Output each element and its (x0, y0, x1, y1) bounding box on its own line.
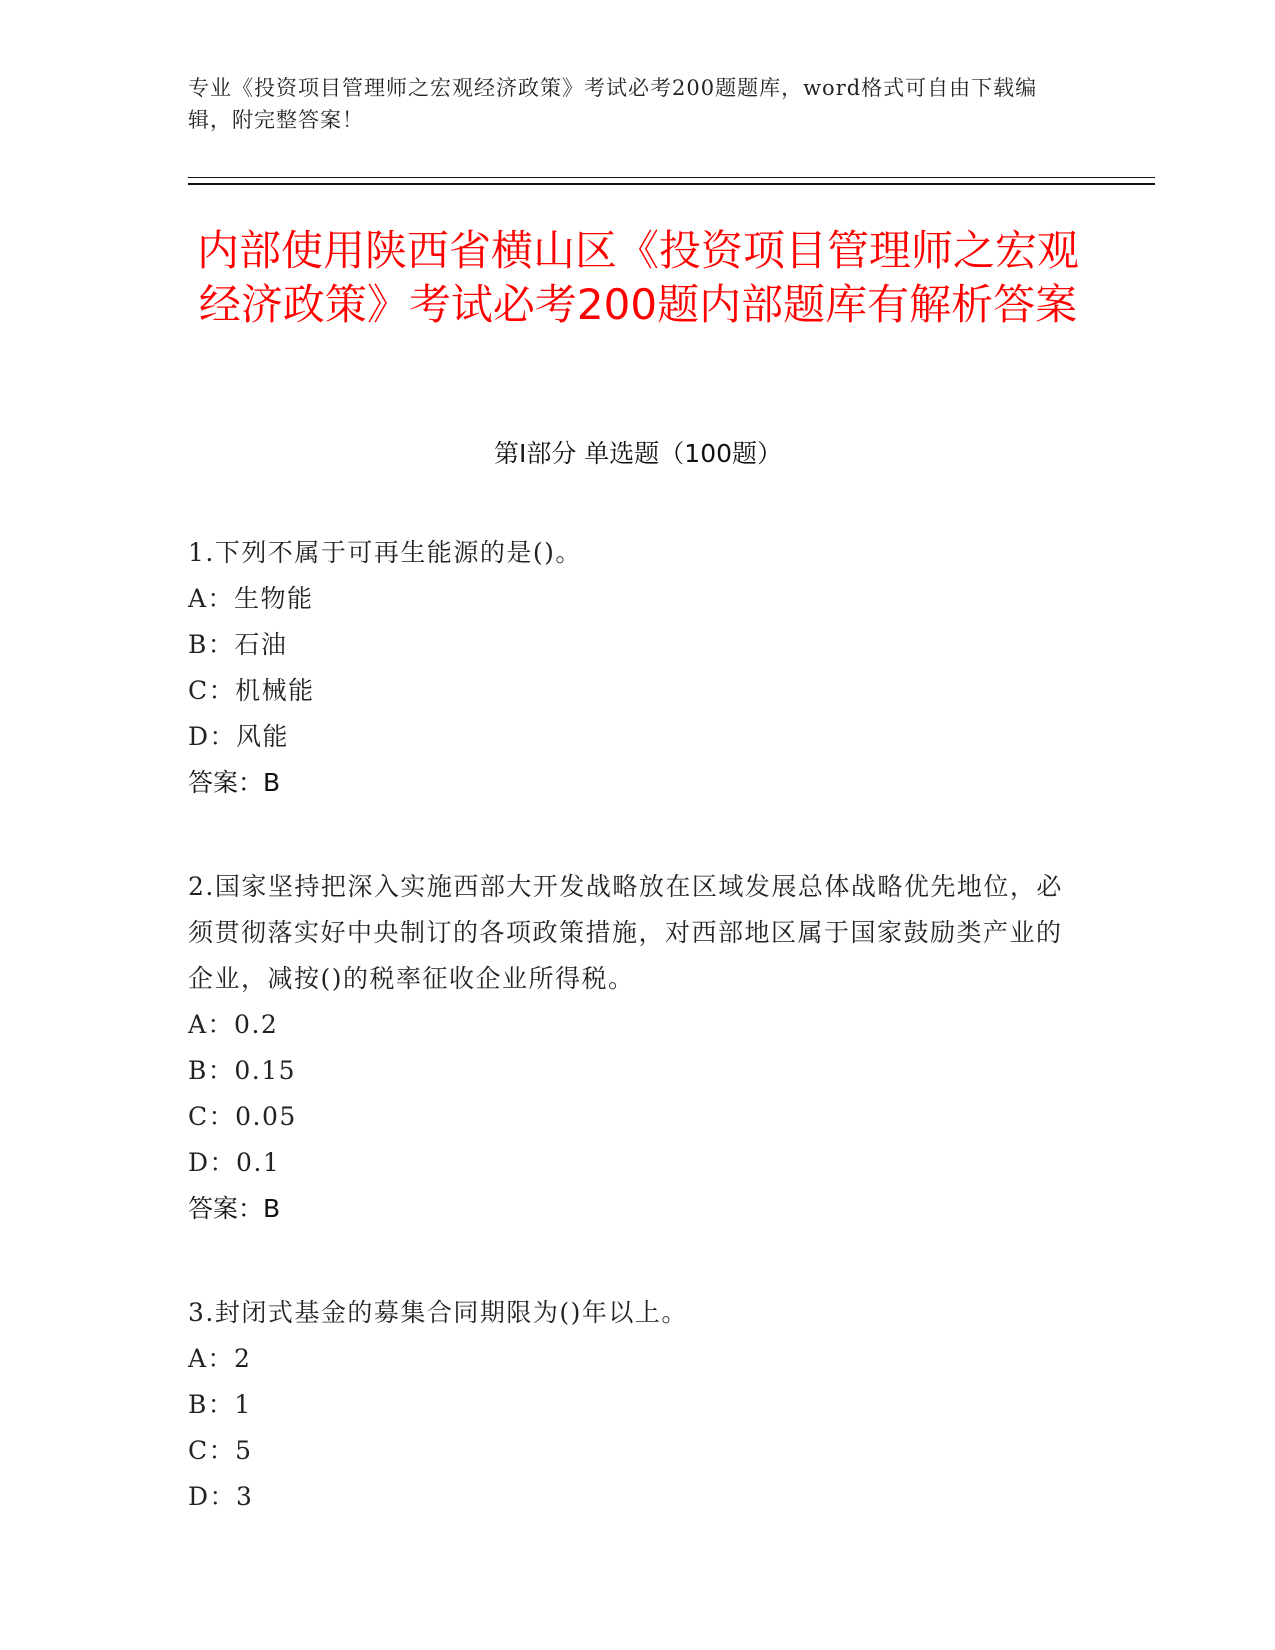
question-2-answer: 答案：B (188, 1194, 281, 1223)
question-3-text: 3.封闭式基金的募集合同期限为()年以上。 (188, 1298, 688, 1327)
question-list (188, 530, 1068, 1520)
question-1-option-a: A：生物能 (188, 584, 314, 613)
question-3-option-a: A：2 (188, 1344, 252, 1373)
question-3-option-d: D：3 (188, 1482, 254, 1511)
question-1-text: 1.下列不属于可再生能源的是()。 (188, 538, 582, 567)
question-1-option-c: C：机械能 (188, 676, 315, 705)
section-heading: 第I部分 单选题（100题） (493, 439, 783, 468)
question-spacer (188, 806, 1068, 864)
question-1-option-d: D：风能 (188, 722, 290, 751)
question-2-option-b: B：0.15 (188, 1056, 297, 1085)
question-1-answer: 答案：B (188, 768, 281, 797)
question-2 (188, 864, 1068, 1232)
question-1-option-b: B：石油 (188, 630, 288, 659)
question-2-option-a: A：0.2 (188, 1010, 279, 1039)
question-2-option-c: C：0.05 (188, 1102, 297, 1131)
question-3-option-c: C：5 (188, 1436, 253, 1465)
header-note: 专业《投资项目管理师之宏观经济政策》考试必考200题题库，word格式可自由下载编辑，附完整答案！ (188, 76, 1038, 132)
question-2-text: 2.国家坚持把深入实施西部大开发战略放在区域发展总体战略优先地位，必须贯彻落实好中央制订的各项政策措施，对西部地区属于国家鼓励类产业的企业，减按()的税率征收企业所得税。 (188, 872, 1063, 993)
question-2-option-d: D：0.1 (188, 1148, 281, 1177)
question-3-option-b: B：1 (188, 1390, 252, 1419)
header-divider-top (188, 177, 1155, 178)
question-spacer (188, 1232, 1068, 1290)
header-divider-bottom (188, 183, 1155, 185)
question-3 (188, 1290, 1068, 1520)
question-1 (188, 530, 1068, 806)
document-title: 内部使用陕西省横山区《投资项目管理师之宏观经济政策》考试必考200题内部题库有解析答案 (196, 226, 1079, 329)
